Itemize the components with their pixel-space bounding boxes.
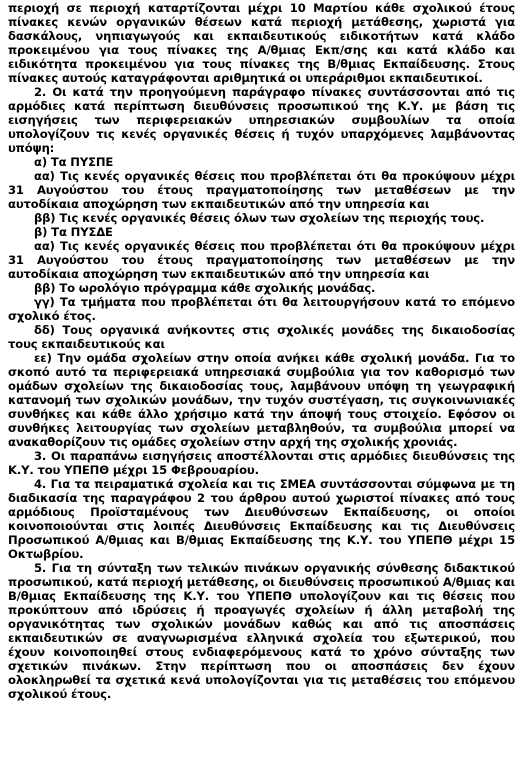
item-pysde-aa: αα) Τις κενές οργανικές θέσεις που προβλέπεται ότι θα προκύψουν μέχρι 31 Αυγούστου του έτους πραγματοποίησης των μεταθέσεων με την αυτοδίκαια αποχώρηση των εκπαιδευτικών από την υπηρεσία και (8, 239, 515, 281)
paragraph-3: 3. Οι παραπάνω εισηγήσεις αποστέλλονται στις αρμόδιες διευθύνσεις της Κ.Υ. του ΥΠΕΠΘ μέχρι 15 Φεβρουαρίου. (8, 449, 515, 477)
item-pyspe-bb: ββ) Τις κενές οργανικές θέσεις όλων των σχολείων της περιοχής τους. (34, 211, 485, 225)
paragraph-1-continuation: περιοχή σε περιοχή καταρτίζονται μέχρι 10 Μαρτίου κάθε σχολικού έτους πίνακες κενών οργανικών θέσεων κατά περιοχή μετάθεσης, χωριστά για δασκάλους, νηπιαγωγούς και εκπαιδευτικούς ειδικοτήτων κατά κλάδο προκειμένου για τους πίνακες της Α/θμιας Εκπ/σης και κατά κλάδο και ειδικότητα προκειμένου για τους πίνακες της Β/θμιας Εκπαίδευσης. Στους πίνακες αυτούς καταγράφονται αριθμητικά οι υπεράριθμοι εκπαιδευτικοί. (8, 1, 515, 85)
paragraph-2: 2. Οι κατά την προηγούμενη παράγραφο πίνακες συντάσσονται από τις αρμόδιες κατά περίπτωση διευθύνσεις προσωπικού της Κ.Υ. με βάση τις εισηγήσεις των περιφερειακών υπηρεσιακών συμβουλίων τα οποία υπολογίζουν τις κενές οργανικές θέσεις ή τυχόν υπαρχόμενες λαμβάνοντας υπόψη: (8, 85, 515, 155)
paragraph-4: 4. Για τα πειραματικά σχολεία και τις ΣΜΕΑ συντάσσονται σύμφωνα με τη διαδικασία της παραγράφου 2 του άρθρου αυτού χωριστοί πίνακες από τους αρμόδιους Προϊσταμένους των Διευθύνσεων Εκπαίδευσης, οι οποίοι κοινοποιούνται στις λοιπές Διευθύνσεις Εκπαίδευσης και τις Διευθύνσεις Προσωπικού Α/θμιας και Β/θμιας Εκπαίδευσης της Κ.Υ. του ΥΠΕΠΘ μέχρι 15 Οκτωβρίου. (8, 477, 515, 561)
item-pysde-dd: δδ) Τους οργανικά ανήκοντες στις σχολικές μονάδες της δικαιοδοσίας τους εκπαιδευτικούς και (8, 323, 515, 351)
item-pysde-ee: εε) Την ομάδα σχολείων στην οποία ανήκει κάθε σχολική μονάδα. Για το σκοπό αυτό τα περιφερειακά υπηρεσιακά συμβούλια για τον καθορισμό των ομάδων σχολείων της δικαιοδοσίας τους, λαμβάνουν υπόψη τη γεωγραφική κατανομή των σχολικών μονάδων, την τυχόν συστέγαση, τις συγκοινωνιακές συνθήκες και κάθε άλλο χρήσιμο κατά την άποψή τους στοιχείο. Εφόσον οι συνθήκες λειτουργίας των σχολείων μεταβληθούν, τα συμβούλια μπορεί να ανακαθορίζουν τις ομάδες σχολείων στην αρχή της σχολικής χρονιάς. (8, 351, 515, 449)
item-pysde-bb: ββ) Το ωρολόγιο πρόγραμμα κάθε σχολικής μονάδας. (34, 281, 376, 295)
subheading-pysde: β) Τα ΠΥΣΔΕ (34, 225, 113, 239)
paragraph-5: 5. Για τη σύνταξη των τελικών πινάκων οργανικής σύνθεσης διδακτικού προσωπικού, κατά περιοχή μετάθεσης, οι διευθύνσεις προσωπικού Α/θμιας και Β/θμιας Εκπαίδευσης της Κ.Υ. του ΥΠΕΠΘ υπολογίζουν και τις θέσεις που προκύπτουν από ιδρύσεις ή προαγωγές σχολείων ή άλλη μεταβολή της οργανικότητας των σχολικών μονάδων καθώς και από τις αποσπάσεις εκπαιδευτικών σε αναγνωρισμένα ελληνικά σχολεία του εξωτερικού, που έχουν κοινοποιηθεί στους ενδιαφερόμενους κατά το χρόνο σύνταξης των σχετικών πινάκων. Στην περίπτωση που οι αποσπάσεις δεν έχουν ολοκληρωθεί τα σχετικά κενά υπολογίζονται για τις μεταθέσεις του επόμενου σχολικού έτους. (8, 561, 515, 701)
item-pysde-gg: γγ) Τα τμήματα που προβλέπεται ότι θα λειτουργήσουν κατά το επόμενο σχολικό έτος. (8, 295, 515, 323)
item-pyspe-aa: αα) Τις κενές οργανικές θέσεις που προβλέπεται ότι θα προκύψουν μέχρι 31 Αυγούστου του έτους πραγματοποίησης των μεταθέσεων με την αυτοδίκαια αποχώρηση των εκπαιδευτικών από την υπηρεσία και (8, 169, 515, 211)
subheading-pyspe: α) Τα ΠΥΣΠΕ (34, 155, 114, 169)
